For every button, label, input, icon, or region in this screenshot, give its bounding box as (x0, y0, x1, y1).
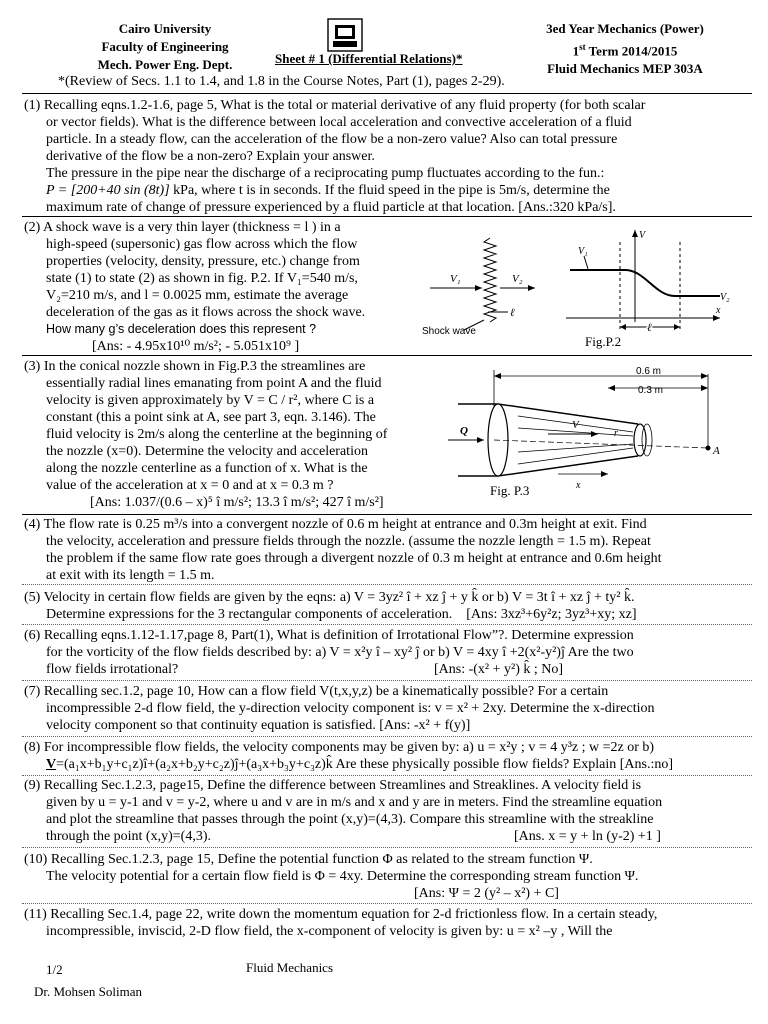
question-11: (11) Recalling Sec.1.4, page 22, write down the momentum equation for 2-d frictionless flow. In a certain steady, incompressible, inviscid, 2-D flow field, the x-component of velocity is given by: u = x² –y , Will the (24, 907, 658, 939)
divider (22, 680, 752, 681)
divider (22, 216, 752, 217)
question-3: (3) In the conical nozzle shown in Fig.P.3 the streamlines are essentially radial lines emanating from point A and the fluid velocity is given approximately by V = C / r², where C is a constant (this a point sink at A, see part 3, eqn. 3.146). The fluid velocity is 2m/s along the centerline at the beginning of the nozzle (x=0). Determine the velocity and acceleration along the nozzle centerline as a function of x. What is the value of the acceleration at x = 0 and at x = 0.3 m ? (24, 359, 388, 493)
figure-p2 (420, 222, 750, 352)
figure-p2-caption: Fig.P.2 (585, 334, 622, 349)
university-name: Cairo University (118, 21, 212, 36)
question-9: (9) Recalling Sec.1.2.3, page15, Define the difference between Streamlines and Streaklines. A velocity field is given by u = y-1 and v = y-2, where u and v are in m/s and x and y are in meters. Find the streamline equation and plot the streamline that passes through the point (x,y)=(4,3). Compare this streamline with the streakline through the point (x,y)=(4,3). [Ans. x = y + ln (y-2) +1 ] (24, 778, 663, 844)
question-6: (6) Recalling eqns.1.12-1.17,page 8, Part(1), What is definition of Irrotational Flow”?. Determine expression for the vorticity of the flow fields described by: a) V = x²y î – xy² ĵ or b) V = 4xy î +2(x²-y²)ĵ Are the two flow fields irrotational? [Ans: -(x² + y²) k̂ ; No] (24, 628, 634, 677)
university-header (40, 20, 290, 74)
question-4: (4) The flow rate is 0.25 m³/s into a convergent nozzle of 0.6 m height at entrance and 0.3m height at exit. Find the velocity, acceleration and pressure fields through the nozzle. (assume the nozzle length = 1.5 m). Repeat the problem if the same flow rate goes through a divergent nozzle of 0.3 m height at entrance and 0.6m height at exit with its length = 1.5 m. (24, 517, 662, 583)
divider (22, 93, 752, 94)
question-7: (7) Recalling sec.1.2, page 10, How can a flow field V(t,x,y,z) be a kinematically possible? For a certain incompressible 2-d flow field, the y-direction velocity component is: v = x² + 2xy. Determine the x-direction velocity component so that continuity equation is satisfied. [Ans: -x² + f(y)] (24, 684, 655, 733)
svg-text:ℓ: ℓ (647, 322, 652, 334)
divider (22, 736, 752, 737)
department-name: Mech. Power Eng. Dept. (97, 57, 233, 72)
svg-text:0.3 m: 0.3 m (638, 385, 664, 396)
svg-text:0.6 m: 0.6 m (636, 366, 662, 377)
divider (22, 624, 752, 625)
svg-text:V₂: V₂ (720, 292, 730, 303)
question-1: (1) Recalling eqns.1.2-1.6, page 5, What is the total or material derivative of any fluid property (for both scalar or vector fields). What is the difference between local acceleration and convective acceleration of a fluid particle. In a steady flow, can the acceleration of the flow be a non-zero value? Also can total pressure derivative of the flow be a non-zero? Explain your answer. The pressure in the pipe near the discharge of a reciprocating pump fluctuates according to the fun.: P = [200+40 sin (8t)] kPa, where t is in seconds. If the fluid speed in the pipe is 5m/s, determine the maximum rate of change of pressure experienced by a fluid particle at that location. [Ans.:320 kPa/s]. (24, 98, 646, 215)
sheet-title: Sheet # 1 (Differential Relations)* (275, 51, 463, 66)
answer-10: [Ans: Ψ = 2 (y² – x²) + C] (414, 886, 559, 901)
svg-text:Q: Q (460, 425, 468, 437)
faculty-name: Faculty of Engineering (101, 39, 229, 54)
question-2: (2) A shock wave is a very thin layer (thickness = l ) in a high-speed (supersonic) gas flow across which the flow properties (velocity, density, pressure, etc.) change from state (1) to state (2) as shown in fig. P.2. If V₁=540 m/s, V₂=210 m/s, and l = 0.0025 mm, estimate the average deceleration of the gas as it flows across the shock wave. How many g’s deceleration does this represent ? [Ans: - 4.95x10¹⁰ m/s²; - 5.051x10⁹ ] (24, 219, 414, 355)
svg-text:ℓ: ℓ (510, 307, 515, 319)
svg-text:A: A (713, 445, 720, 457)
question-8: (8) For incompressible flow fields, the velocity components may be given by: a) u = x²y ; v = 4 y³z ; w =2z or b) V=(a₁x+b₁y+c₁z)î+(a₂x+b₂y+c₂z)ĵ+(a₃x+b₃y+c₃z)k̂ Are these physically possible flow fields? Explain [Ans.:no] (24, 740, 673, 772)
svg-text:V: V (639, 230, 646, 241)
answer-3: [Ans: 1.037/(0.6 – x)⁵ î m/s²; 13.3 î m/s²; 427 î m/s²] (90, 495, 384, 510)
year-label: 3ed Year Mechanics (Power) (546, 21, 704, 36)
answer-6: [Ans: -(x² + y²) k̂ ; No] (434, 662, 564, 677)
university-logo (326, 18, 364, 52)
divider (22, 514, 752, 515)
term-label: 1st Term 2014/2015 (572, 42, 678, 59)
divider (22, 584, 752, 585)
svg-text:x: x (576, 480, 581, 491)
svg-text:V₂: V₂ (512, 273, 523, 285)
divider (22, 775, 752, 776)
footer-course: Fluid Mechanics (246, 960, 334, 975)
svg-text:r: r (614, 428, 618, 439)
svg-text:x: x (716, 305, 721, 316)
svg-text:Shock wave: Shock wave (422, 326, 476, 337)
divider (22, 847, 752, 848)
course-code: Fluid Mechanics MEP 303A (547, 61, 703, 77)
answer-2: [Ans: - 4.95x10¹⁰ m/s²; - 5.051x10⁹ ] (92, 339, 300, 354)
svg-text:V₁: V₁ (578, 246, 588, 257)
divider (22, 355, 752, 356)
figure-p3 (448, 364, 748, 504)
svg-text:V₁: V₁ (450, 273, 461, 285)
review-note: *(Review of Secs. 1.1 to 1.4, and 1.8 in the Course Notes, Part (1), pages 2-29). (58, 74, 505, 89)
answer-9: [Ans. x = y + ln (y-2) +1 ] (514, 829, 661, 844)
svg-text:V: V (572, 419, 579, 431)
divider (22, 903, 752, 904)
question-10: (10) Recalling Sec.1.2.3, page 15, Define the potential function Φ as related to the stream function Ψ. The velocity potential for a certain flow field is Φ = 4xy. Determine the corresponding stream function Ψ. [Ans: Ψ = 2 (y² – x²) + C] (24, 851, 750, 902)
page-number: 1/2 (46, 962, 63, 977)
course-header (500, 20, 750, 78)
footer-author: Dr. Mohsen Soliman (34, 984, 142, 999)
answer-5: [Ans: 3xz³+6y²z; 3yz³+xy; xz] (466, 607, 637, 622)
question-5: (5) Velocity in certain flow fields are given by the eqns: a) V = 3yz² î + xz ĵ + y k̂ or b) V = 3t î + xz ĵ + ty² k̂. Determine expressions for the 3 rectangular components of acceleration. [Ans: 3xz³+6y²z; 3yz³+xy; xz] (24, 590, 637, 622)
figure-p3-caption: Fig. P.3 (490, 483, 530, 498)
